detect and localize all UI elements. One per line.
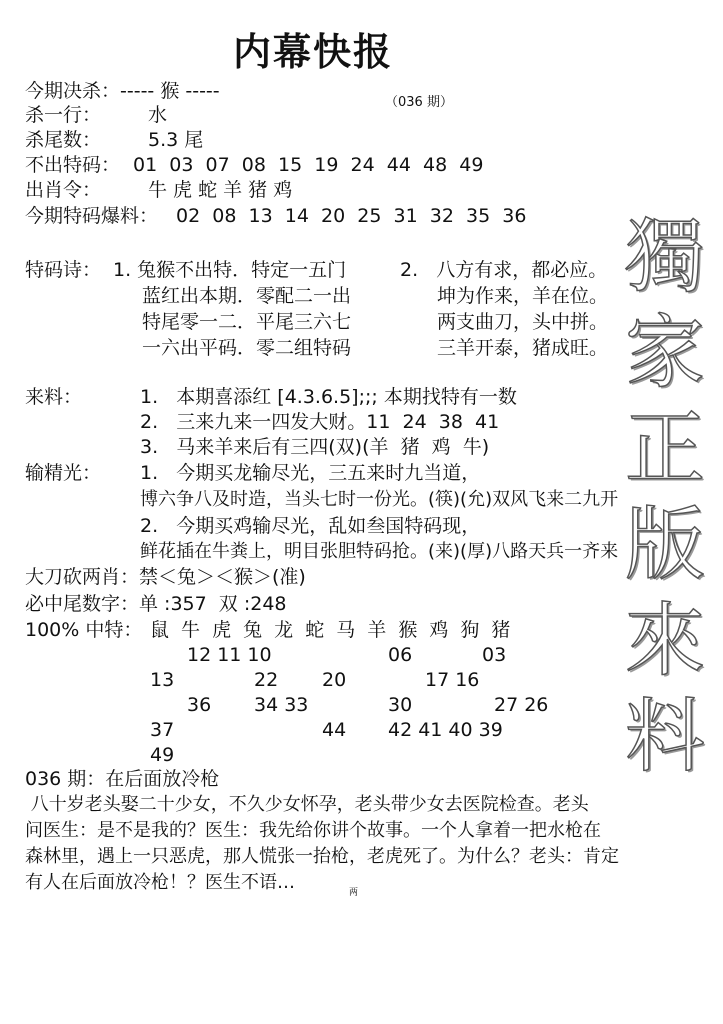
kill-row-label: 杀一行：: [25, 104, 102, 126]
hundred-number-cell: 17 16: [425, 669, 480, 691]
poem-right-line: 2. 八方有求，都必应。: [400, 259, 608, 281]
hundred-number-cell: 27 26: [494, 694, 549, 716]
poem-label: 特码诗：: [25, 259, 102, 281]
kill-line: 今期决杀：----- 猴 -----: [25, 80, 220, 102]
hundred-number-cell: 37: [150, 719, 175, 741]
hundred-number-cell: 42 41 40 39: [388, 719, 503, 741]
hundred-number-cell: 06: [388, 644, 413, 666]
loser-line: 2. 今期买鸡输尽光，乱如叁国特码现，: [140, 515, 481, 537]
hundred-number-cell: 13: [150, 669, 175, 691]
hundred-number-cell: 20: [322, 669, 347, 691]
hundred-zodiacs: 鼠 牛 虎 兔 龙 蛇 马 羊 猴 鸡 狗 猪: [150, 619, 514, 641]
loser-line: 1. 今期买龙输尽光，三五来时九当道，: [140, 462, 481, 484]
watermark-char: 來: [625, 594, 705, 687]
poem-left-line: 1. 兔猴不出特．特定一五门: [113, 259, 347, 281]
story-paragraph: 森林里，遇上一只恶虎，那人慌张一抬枪，老虎死了。为什么？老头：肯定: [25, 846, 619, 867]
not-out-label: 不出特码：: [25, 154, 121, 176]
story-paragraph: 有人在后面放冷枪！？医生不语…: [25, 872, 295, 893]
hundred-number-cell: 30: [388, 694, 413, 716]
hundred-number-cell: 49: [150, 744, 175, 766]
tail-digit-line: 必中尾数字：单 :357 双 :248: [25, 593, 287, 615]
hundred-number-cell: 22: [254, 669, 279, 691]
source-item: 2. 三来九来一四发大财。11 24 38 41: [140, 411, 500, 433]
story-tail: 两: [349, 888, 359, 898]
source-label: 来料：: [25, 386, 83, 408]
watermark-char: 獨: [625, 210, 705, 303]
poem-right-line: 两支曲刀，头中拼。: [437, 311, 609, 333]
hundred-number-cell: 34 33: [254, 694, 309, 716]
kill-tail-label: 杀尾数：: [25, 129, 102, 151]
page-title: 内幕快报: [233, 30, 394, 74]
story-title: 036 期：在后面放冷枪: [25, 768, 220, 790]
poem-right-line: 三羊开泰，猪成旺。: [437, 337, 609, 359]
poem-left-line: 特尾零一二．平尾三六七: [142, 311, 352, 333]
hundred-number-cell: 36: [187, 694, 212, 716]
hundred-label: 100% 中特：: [25, 619, 143, 641]
zodiac-label: 出肖令：: [25, 179, 102, 201]
zodiac-value: 牛 虎 蛇 羊 猪 鸡: [148, 179, 293, 201]
watermark-char: 家: [625, 306, 705, 399]
hundred-number-cell: 12 11 10: [187, 644, 272, 666]
watermark-char: 正: [625, 402, 705, 495]
knife-line: 大刀砍两肖：禁＜兔＞＜猴＞(准): [25, 566, 306, 588]
poem-left-line: 一六出平码．零二组特码: [142, 337, 352, 359]
loser-line: 鲜花插在牛粪上，明目张胆特码抢。(来)(厚)八路天兵一齐来: [140, 541, 619, 562]
poem-left-line: 蓝红出本期．零配二一出: [142, 285, 352, 307]
hundred-number-cell: 44: [322, 719, 347, 741]
watermark-char: 版: [625, 498, 705, 591]
boom-value: 02 08 13 14 20 25 31 32 35 36: [176, 205, 527, 227]
loser-line: 博六争八及时造，当头七时一份光。(筷)(允)双风飞来二九开: [140, 489, 619, 510]
story-paragraph: 八十岁老头娶二十少女，不久少女怀孕，老头带少女去医院检查。老头: [25, 794, 589, 815]
source-item: 1. 本期喜添红 [4.3.6.5];;; 本期找特有一数: [140, 386, 517, 408]
hundred-number-cell: 03: [482, 644, 507, 666]
kill-tail-value: 5.3 尾: [148, 129, 204, 151]
not-out-value: 01 03 07 08 15 19 24 44 48 49: [133, 154, 484, 176]
poem-right-line: 坤为作来，羊在位。: [437, 285, 609, 307]
boom-label: 今期特码爆料：: [25, 205, 159, 227]
watermark-char: 料: [625, 690, 705, 783]
story-paragraph: 问医生：是不是我的？医生：我先给你讲个故事。一个人拿着一把水枪在: [25, 820, 601, 841]
source-item: 3. 马来羊来后有三四(双)(羊 猪 鸡 牛): [140, 436, 490, 458]
kill-row-value: 水: [148, 104, 168, 126]
loser-label: 输精光：: [25, 462, 102, 484]
watermark-vertical: [610, 212, 720, 788]
issue-number: （036 期）: [385, 95, 453, 110]
